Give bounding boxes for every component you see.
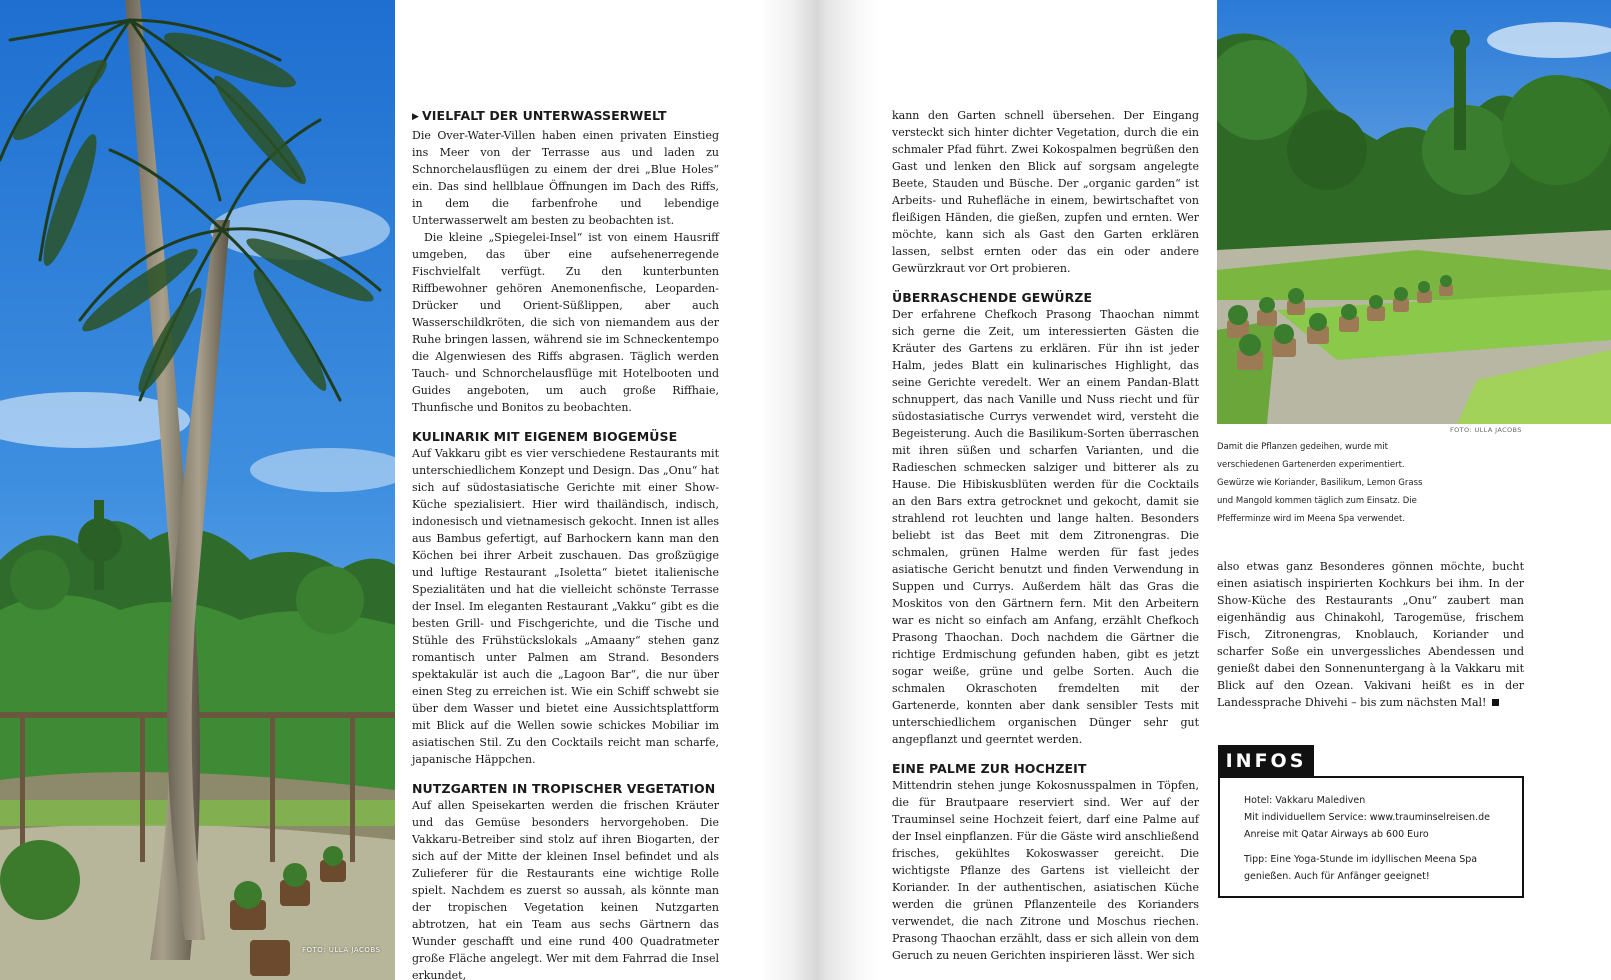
triangle-bullet-icon: ▶ — [412, 112, 420, 122]
infos-line: Hotel: Vakkaru Malediven — [1244, 795, 1366, 806]
caption-line: verschiedenen Gartenerden experimentiert. — [1217, 460, 1405, 470]
paragraph: kann den Garten schnell übersehen. Der Eingang versteckt sich hinter dichter Vegetation, durch die ein schmaler Pfad führt. Zwei Kokospalmen begrüßen den Gast und lenken den Blick auf sorgsam angelegte Beete, Stauden und Büsche. Der „organic garden“ ist Arbeits- und Ruhefläche in einem, bewirtschaftet von fleißigen Händen, die gießen, zupfen und ernten. Wer möchte, kann sich als Gast den Garten erklären lassen, selbst ernten oder das ein oder andere Gewürzkraut vor Ort probieren. — [892, 109, 1199, 275]
palm-tree-illustration — [0, 0, 395, 980]
infos-label: INFOS — [1218, 745, 1314, 776]
photo-caption — [1217, 438, 1517, 528]
caption-line: Gewürze wie Koriander, Basilikum, Lemon Grass — [1217, 478, 1423, 488]
section-heading: ÜBERRASCHENDE GEWÜRZE — [892, 290, 1093, 305]
page-gutter-shadow — [760, 0, 880, 980]
caption-line: und Mangold kommen täglich zum Einsatz. Die — [1217, 496, 1417, 506]
infos-line: Tipp: Eine Yoga-Stunde im idyllischen Meena Spa — [1244, 854, 1478, 865]
closing-paragraph: also etwas ganz Besonderes gönnen möchte, bucht einen asiatisch inspirierten Kochkurs bei ihm. In der Show-Küche des Restaurants „Onu“ zaubert man eigenhändig aus Chinakohl, Tarogemüse, frischem Fisch, Zitronengras, Knoblauch, Koriander und scharfer Soße ein unvergessliches Abendessen und genießt dabei den Sonnenuntergang à la Vakkaru mit Blick auf den Ozean. Vakivani heißt es in der Landessprache Dhivehi – bis zum nächsten Mal! — [1217, 560, 1524, 709]
infos-line: Mit individuellem Service: www.trauminselreisen.de — [1244, 812, 1490, 823]
caption-line: Damit die Pflanzen gedeihen, wurde mit — [1217, 442, 1388, 452]
photo-credit: FOTO: ULLA JACOBS — [1450, 426, 1522, 434]
paragraph — [1217, 558, 1524, 711]
right-text-column-2 — [1217, 558, 1524, 711]
section-heading: KULINARIK MIT EIGENEM BIOGEMÜSE — [412, 429, 678, 444]
paragraph: Auf allen Speisekarten werden die frischen Kräuter und das Gemüse besonders hervorgehoben. Die Vakkaru-Betreiber sind stolz auf ihren Biogarten, der sich auf der Mitte der kleinen Insel befindet und als Zulieferer für die Restaurants eine wichtige Rolle spielt. Nachdem es zuerst so aussah, als könnte man der tropischen Vegetation keinen Nutzgarten abtrotzen, hat ein Team aus sechs Gärtnern das Wunder geschafft und eine rund 400 Quadratmeter große Fläche angelegt. Wer mit dem Fahrrad die Insel erkundet, — [412, 799, 719, 980]
organic-garden-photo — [1217, 0, 1611, 424]
paragraph: Die kleine „Spiegelei-Insel“ ist von einem Hausriff umgeben, das über eine aufsehenerregende Fischvielfalt verfügt. Zu den kunterbunten Riffbewohner gehören Anemonenfische, Leoparden-Drücker und Orient-Süßlippen, aber auch Wasserschildkröten, die sich von niemandem aus der Ruhe bringen lassen, während sie im Schneckentempo die Algenwiesen des Riffs abgrasen. Täglich werden Tauch- und Schnorchelausflüge mit Hotelbooten und Guides angeboten, um auch große Riffhaie, Thunfische und Bonitos zu beobachten. — [412, 231, 719, 414]
section-heading — [412, 107, 719, 127]
section-heading: EINE PALME ZUR HOCHZEIT — [892, 761, 1087, 776]
infos-box — [1218, 776, 1524, 898]
caption-line: Pfefferminze wird im Meena Spa verwendet. — [1217, 514, 1406, 524]
paragraph: Die Over-Water-Villen haben einen privaten Einstieg ins Meer von der Terrasse aus und laden zu Schnorchelausflügen zu einem der drei „Blue Holes“ ein. Das sind hellblaue Öffnungen im Dach des Riffs, in dem die farbenfrohe und lebendige Unterwasserwelt am besten zu beobachten ist. — [412, 129, 719, 227]
infos-line: Anreise mit Qatar Airways ab 600 Euro — [1244, 829, 1429, 840]
paragraph: Auf Vakkaru gibt es vier verschiedene Restaurants mit unterschiedlichem Konzept und Design. Das „Onu“ hat sich auf südostasiatische Gerichte mit einer Show-Küche spezialisiert. Hier wird thailändisch, indisch, indonesisch und vietnamesisch gekocht. Innen ist alles aus Bambus gefertigt, auf Barhockern kann man den Köchen bei ihrer Arbeit zuschauen. Das großzügige und luftige Restaurant „Isoletta“ bietet italienische Spezialitäten und hat die vielleicht schönste Terrasse der Insel. Im eleganten Restaurant „Vakku“ gibt es die besten Grill- und Fischgerichte, und die Tische und Stühle des Frühstückslokals „Amaany“ stehen ganz romantisch unter Palmen am Strand. Besonders spektakulär ist auch die „Lagoon Bar“, die nur über einen Steg zu erreichen ist. Wie ein Schiff schwebt sie über dem Wasser und bietet eine Aussichtsplattform mit Blick auf die Wellen sowie schickes Mobiliar im asiatischen Stil. Zu den Cocktails reicht man scharfe, japanische Häppchen. — [412, 447, 719, 766]
garden-illustration — [1217, 0, 1611, 424]
section-heading-text: VIELFALT DER UNTERWASSERWELT — [422, 108, 667, 123]
infos-line: genießen. Auch für Anfänger geeignet! — [1244, 871, 1430, 882]
palm-tree-photo — [0, 0, 395, 980]
left-text-column — [412, 107, 719, 980]
paragraph: Mittendrin stehen junge Kokosnusspalmen in Töpfen, die für Brautpaare reserviert sind. Wer auf der Trauminsel seine Hochzeit feiert, darf eine Palme auf der Insel einpflanzen. Für die Gäste wird anschließend frisches, gekühltes Kokoswasser gereicht. Die wichtigste Pflanze des Gartens ist vielleicht der Koriander. In der authentischen, asiatischen Küche werden die grünen Pflanzenteile des Korianders verwendet, die nach Zitrone und Moschus riechen. Prasong Thaochan erzählt, dass er sich allein von dem Geruch zu neuen Gerichten inspirieren lässt. Wer sich — [892, 779, 1199, 962]
right-text-column-1 — [892, 107, 1199, 964]
end-mark-icon — [1492, 699, 1499, 706]
photo-credit: FOTO: ULLA JACOBS — [302, 946, 381, 954]
paragraph: Der erfahrene Chefkoch Prasong Thaochan nimmt sich gerne die Zeit, um interessierten Gästen die Kräuter des Gartens zu erklären. Für ihn ist jeder Halm, jedes Blatt ein kulinarisches Highlight, das seine Gerichte veredelt. Wer an einem Pandan-Blatt schnuppert, das nach Vanille und Nuss riecht und für südostasiatische Currys verwendet wird, versteht die Begeisterung. Auch die Basilikum-Sorten überraschen mit ihren süßen und scharfen Varianten, und die Radieschen schmecken salziger und bitterer als zu Hause. Die Hibiskusblüten werden für die Cocktails an den Bars extra getrocknet und gekocht, damit sie strahlend rot leuchten und lange halten. Besonders beliebt ist das Beet mit dem Zitronengras. Die schmalen, grünen Halme werden für fast jedes asiatische Gericht benutzt und finden Verwendung in Suppen und Currys. Außerdem hält das Gras die Moskitos von den Gärtnern fern. Mit den Arbeitern war es nicht so einfach am Anfang, erzählt Chefkoch Prasong Thaochan. Doch nachdem die Gärtner die richtige Erdmischung gefunden haben, gibt es jetzt sogar weiße, grüne und gelbe Sorten. Auch die schmalen Okraschoten fremdelten mit der Gartenerde, konnten aber dank sensibler Tests mit unterschiedlichem organischen Dünger sehr gut angepflanzt und geerntet werden. — [892, 308, 1199, 746]
section-heading: NUTZGARTEN IN TROPISCHER VEGETATION — [412, 781, 716, 796]
